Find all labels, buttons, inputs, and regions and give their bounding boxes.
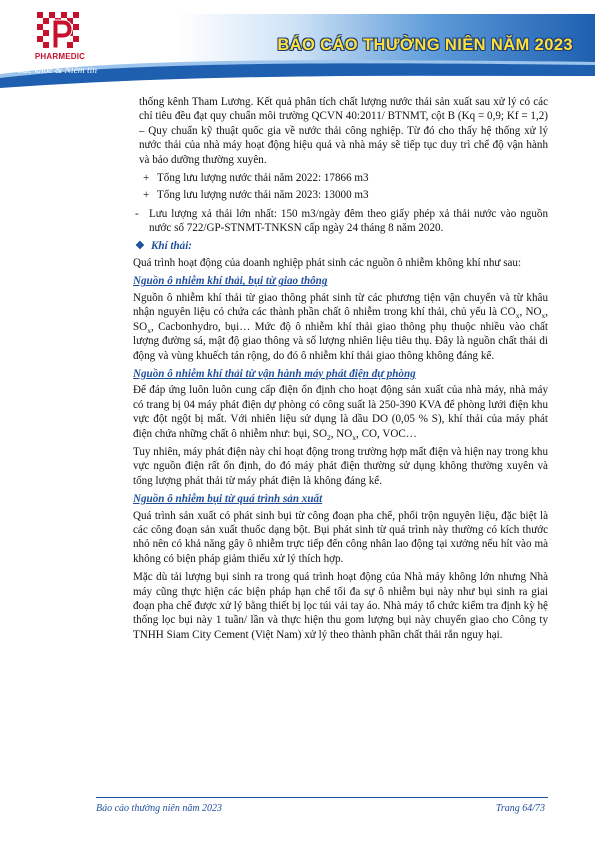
paragraph-dust-1: Quá trình sản xuất có phát sinh bụi từ công đoạn pha chế, phối trộn nguyên liệu, đặc biệt là các công đoạn sản xuất thuốc dạng bột. Bụi phát sinh từ quá trình này thường có kích thước nhỏ nên có khả năng gây ô nhiễm trực tiếp đến công nhân lao động tại xưởng nếu hít vào mà không có biện pháp giảm thiểu xử lý thích hợp. — [133, 509, 548, 565]
text-run: , CO, VOC… — [356, 427, 417, 440]
subheading-generator: Nguồn ô nhiễm khí thải từ vận hành máy phát điện dự phòng — [133, 367, 416, 380]
list-item-text: Tổng lưu lượng nước thải năm 2022: 17866 m3 — [157, 172, 369, 185]
section-title — [133, 239, 548, 253]
list-item-text: Lưu lượng xả thải lớn nhất: 150 m3/ngày đêm theo giấy phép xả thải nước vào nguồn nước số 722/GP-STNMT-TNKSN cấp ngày 24 tháng 8 năm 2020. — [149, 207, 548, 235]
diamond-bullet-icon: ❖ — [135, 239, 145, 252]
dash-bullet-icon: - — [135, 207, 139, 220]
logo-text: PHARMEDIC — [34, 52, 86, 61]
subscript: x — [515, 311, 520, 321]
text-run: , SO — [133, 306, 549, 333]
list-item — [133, 171, 548, 185]
list-item — [133, 207, 548, 236]
text-run: , Cacbonhydro, bụi… Mức độ ô nhiễm khí thải giao thông phụ thuộc nhiều vào chất lượng đường sá, mật độ giao thông và số lượng nhiên liệu tiêu thụ. Đây là nguồn chất thải di động và vùng khuếch tán rộng, do đó ô nhiễm khí thải giao thông không đáng kể. — [133, 320, 548, 362]
plus-bullet-icon: + — [143, 172, 150, 185]
pharmedic-logo-icon — [35, 10, 85, 52]
intro-paragraph: thống kênh Tham Lương. Kết quả phân tích chất lượng nước thải sản xuất sau xử lý có các chỉ tiêu đều đạt quy chuẩn môi trường QCVN 40:2011/ BTNMT, cột B (Kq = 0,9; Kf = 1,2) – Quy chuẩn kỹ thuật quốc gia về nước thải công nghiệp. Từ đó cho thấy hệ thống xử lý nước thải của nhà máy hoạt động hiệu quả và nhà máy sẽ tiếp tục duy trì chế độ vận hành và bảo dưỡng thường xuyên. — [139, 96, 548, 166]
section-intro: Quá trình hoạt động của doanh nghiệp phát sinh các nguồn ô nhiễm không khí như sau: — [133, 257, 522, 270]
paragraph-generator-1 — [133, 383, 548, 441]
page-header — [0, 0, 595, 88]
subheading-production-dust: Nguồn ô nhiễm bụi từ quá trình sản xuất — [133, 493, 323, 506]
footer-report-name: Báo cáo thường niên năm 2023 — [96, 803, 223, 814]
paragraph-dust-2: Mặc dù tải lượng bụi sinh ra trong quá trình hoạt động của Nhà máy không lớn nhưng Nhà máy cũng thực hiện các biện pháp hạn chế tối đa sự ô nhiễm bụi này như bụi sinh ra giai đoạn pha chế được xử lý bằng thiết bị lọc túi vải tay áo. Nhà máy tổ chức kiểm tra định kỳ hệ thống lọc bụi này 1 tuần/ lần và thực hiện thu gom lượng bụi này chuyển giao cho Công ty TNHH Siam City Cement (Việt Nam) xử lý theo thành phần chất thải rắn nguy hại. — [133, 571, 548, 641]
paragraph-generator-2: Tuy nhiên, máy phát điện này chỉ hoạt động trong trường hợp mất điện và hiện nay trong khu vực nguồn điện rất ổn định, do đó máy phát điện thường sử dụng không thường xuyên và tổng lượng phát thải từ máy phát điện là không đáng kể. — [133, 445, 548, 487]
footer-divider — [96, 797, 548, 798]
subheading-traffic: Nguồn ô nhiễm khí thải, bụi từ giao thông — [133, 275, 328, 288]
subscript: x — [352, 432, 357, 442]
report-title: BÁO CÁO THƯỜNG NIÊN NĂM 2023 — [277, 36, 573, 54]
text-run: , NO — [330, 427, 353, 440]
plus-bullet-icon: + — [143, 189, 150, 202]
footer-page-number: Trang 64/73 — [495, 803, 545, 814]
text-run: , NO — [519, 306, 542, 319]
text-run: Nguồn ô nhiễm khí thải từ giao thông phát sinh từ các phương tiện vận chuyển và từ khâu nhận nguyên liệu có chứa các thành phần chất ô nhiễm trong khí thải, chủ yếu là CO — [133, 291, 548, 319]
slogan: Sức khỏe & Niềm tin — [18, 66, 98, 76]
subscript: 2 — [326, 432, 331, 442]
page-content — [133, 95, 548, 646]
list-item — [133, 188, 548, 202]
text-run: Để đáp ứng luôn luôn cung cấp điện ổn định cho hoạt động sản xuất của nhà máy, nhà máy có trang bị 04 máy phát điện dự phòng có công suất là 250-390 KVA để phòng lưới điện khu vực đột ngột bị mất. Với nhiên liệu sử dụng là dầu DO (0,05 % S), khí thải của máy phát điện chứa những chất ô nhiễm như: bụi, SO — [133, 384, 548, 440]
subscript: x — [147, 325, 151, 335]
list-item-text: Tổng lưu lượng nước thải năm 2023: 13000 m3 — [157, 189, 369, 202]
paragraph-traffic — [133, 291, 548, 363]
section-title-text: Khí thải: — [151, 239, 193, 252]
subscript: x — [541, 311, 546, 321]
